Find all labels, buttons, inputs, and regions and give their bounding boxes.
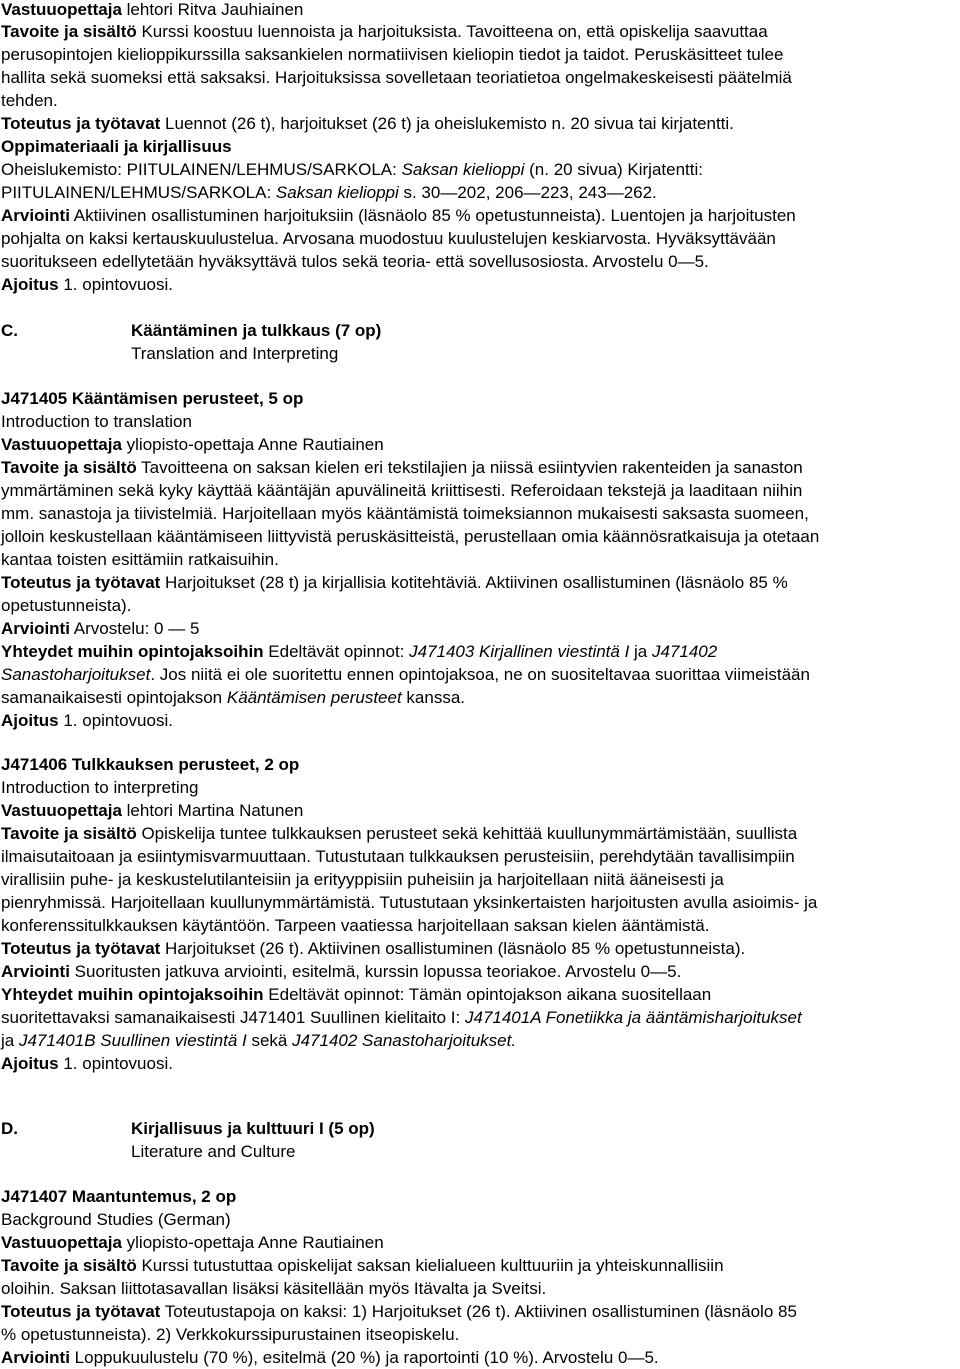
arviointi-line xyxy=(1,961,956,983)
arviointi-line: suoritukseen edellytetään hyväksyttävä tulos sekä teoria- että sovellusosiosta. Arvostelu 0—5. xyxy=(1,252,709,271)
vastuuopettaja-line xyxy=(1,0,956,21)
field-text: Kurssi tutustuttaa opiskelijat saksan kielialueen kulttuuriin ja yhteiskunnallisiin xyxy=(136,1256,724,1275)
text-span: kanssa. xyxy=(401,688,466,707)
field-text: Luennot (26 t), harjoitukset (26 t) ja oheislukemisto n. 20 sivua tai kirjatentti. xyxy=(160,114,734,133)
arviointi-line xyxy=(1,1347,956,1369)
field-label: Toteutus ja työtavat xyxy=(1,573,161,592)
toteutus-line xyxy=(1,113,956,135)
tavoite-line: hallita sekä suomeksi että saksaksi. Harjoituksissa sovelletaan teoriatietoa ongelmakeskeisesti päätelmiä xyxy=(1,68,792,87)
field-label: Arviointi xyxy=(1,206,70,225)
field-text: Loppukuulustelu (70 %), esitelmä (20 %) ja raportointi (10 %). Arvostelu 0—5. xyxy=(69,1348,659,1367)
toteutus-line xyxy=(1,572,956,594)
course-ref: J471401A Fonetiikka ja ääntämisharjoitukset xyxy=(464,1008,802,1027)
field-label: Vastuuopettaja xyxy=(1,1233,122,1252)
field-label: Arviointi xyxy=(1,619,70,638)
text-span: . Jos niitä ei ole suoritettu ennen opintojaksoa, ne on suositeltavaa suorittaa viimeistään xyxy=(150,665,810,684)
field-text: 1. opintovuosi. xyxy=(58,275,173,294)
tavoite-line: kantaa toisten esittämiin ratkaisuihin. xyxy=(1,550,279,569)
field-label: Tavoite ja sisältö xyxy=(1,824,137,843)
field-label: Toteutus ja työtavat xyxy=(1,114,161,133)
vastuuopettaja-line xyxy=(1,800,956,822)
yhteydet-line xyxy=(1,984,956,1006)
course-ref: J471402 Sanastoharjoitukset. xyxy=(292,1031,517,1050)
course-english-title: Background Studies (German) xyxy=(1,1210,231,1229)
field-text: Aktiivinen osallistuminen harjoituksiin (läsnäolo 85 % opetustunneista). Luentojen ja harjoitusten xyxy=(69,206,796,225)
yhteydet-line xyxy=(1,1007,956,1029)
course-english-title: Introduction to translation xyxy=(1,412,192,431)
oppimateriaali-line xyxy=(1,159,956,181)
yhteydet-line xyxy=(1,664,956,686)
text-span: samanaikaisesti opintojakson xyxy=(1,688,227,707)
field-label: Ajoitus xyxy=(1,711,59,730)
toteutus-line: opetustunneista). xyxy=(1,596,132,615)
text-span: Edeltävät opinnot: xyxy=(263,642,410,661)
course-heading: J471405 Kääntämisen perusteet, 5 op xyxy=(1,389,304,408)
text-span: Edeltävät opinnot: Tämän opintojakson aikana suositellaan xyxy=(263,985,712,1004)
section-subtitle: Translation and Interpreting xyxy=(131,344,339,363)
oppimateriaali-heading: Oppimateriaali ja kirjallisuus xyxy=(1,137,232,156)
field-label: Tavoite ja sisältö xyxy=(1,22,137,41)
course-heading: J471407 Maantuntemus, 2 op xyxy=(1,1187,237,1206)
field-text: Suoritusten jatkuva arviointi, esitelmä, kurssin lopussa teoriakoe. Arvostelu 0—5. xyxy=(69,962,682,981)
field-label: Arviointi xyxy=(1,1348,70,1367)
field-label: Ajoitus xyxy=(1,275,59,294)
field-text: Tavoitteena on saksan kielen eri tekstilajien ja niissä esiintyvien rakenteiden ja sanaston xyxy=(136,458,803,477)
course-english-title: Introduction to interpreting xyxy=(1,778,199,797)
yhteydet-line xyxy=(1,641,956,663)
course-ref: J471401B Suullinen viestintä I xyxy=(18,1031,247,1050)
book-title: Saksan kielioppi xyxy=(275,183,399,202)
field-text: yliopisto-opettaja Anne Rautiainen xyxy=(121,1233,384,1252)
field-label: Vastuuopettaja xyxy=(1,435,122,454)
tavoite-line: oloihin. Saksan liittotasavallan lisäksi käsitellään myös Itävalta ja Sveitsi. xyxy=(1,1279,547,1298)
toteutus-line xyxy=(1,938,956,960)
field-text: Harjoitukset (28 t) ja kirjallisia kotitehtäviä. Aktiivinen osallistuminen (läsnäolo 85 % xyxy=(160,573,788,592)
text-span: ja xyxy=(1,1031,19,1050)
field-text: lehtori Martina Natunen xyxy=(121,801,304,820)
field-label: Tavoite ja sisältö xyxy=(1,458,137,477)
toteutus-line xyxy=(1,1301,956,1323)
vastuuopettaja-line xyxy=(1,434,956,456)
arviointi-line xyxy=(1,205,956,227)
field-label: Vastuuopettaja xyxy=(1,801,122,820)
text-span: (n. 20 sivua) Kirjatentti: xyxy=(524,160,703,179)
tavoite-line: mm. sanastoja ja tiivistelmiä. Harjoitellaan myös kääntämistä toimeksiannon mukaisesti saksasta suomeen, xyxy=(1,504,809,523)
tavoite-line: perusopintojen kielioppikurssilla saksankielen normatiivisen kieliopin tiedot ja taidot. Peruskäsitteet tulee xyxy=(1,45,784,64)
section-title: Kirjallisuus ja kulttuuri I (5 op) xyxy=(131,1119,375,1138)
field-text: Harjoitukset (26 t). Aktiivinen osallistuminen (läsnäolo 85 % opetustunneista). xyxy=(160,939,746,958)
tavoite-line: ilmaisutaitoaan ja esiintymisvarmuuttaan. Tutustutaan tulkkauksen perusteisiin, perehdytään tavallisimpiin xyxy=(1,847,795,866)
yhteydet-line xyxy=(1,1030,956,1052)
field-label: Yhteydet muihin opintojaksoihin xyxy=(1,642,264,661)
toteutus-line: % opetustunneista). 2) Verkkokurssipurustainen itseopiskelu. xyxy=(1,1325,460,1344)
ajoitus-line xyxy=(1,274,956,296)
text-span: sekä xyxy=(246,1031,293,1050)
tavoite-line: ymmärtäminen sekä kyky käyttää kääntäjän apuvälineitä kriittisesti. Referoidaan tekstejä ja laaditaan niihin xyxy=(1,481,803,500)
field-text: Toteutustapoja on kaksi: 1) Harjoitukset (26 t). Aktiivinen osallistuminen (läsnäolo 85 xyxy=(160,1302,797,1321)
ajoitus-line xyxy=(1,710,956,732)
section-letter: D. xyxy=(1,1119,18,1138)
text-span: s. 30—202, 206—223, 243—262. xyxy=(398,183,657,202)
field-label: Yhteydet muihin opintojaksoihin xyxy=(1,985,264,1004)
field-text: lehtori Ritva Jauhiainen xyxy=(121,0,304,19)
text-span: suoritettavaksi samanaikaisesti J471401 Suullinen kielitaito I: xyxy=(1,1008,465,1027)
field-text: 1. opintovuosi. xyxy=(58,711,173,730)
field-label: Toteutus ja työtavat xyxy=(1,939,161,958)
arviointi-line: pohjalta on kaksi kertauskuulustelua. Arvosana muodostuu kuulustelujen keskiarvosta. Hyväksyttävään xyxy=(1,229,776,248)
text-span: PIITULAINEN/LEHMUS/SARKOLA: xyxy=(1,183,276,202)
tavoite-line xyxy=(1,823,956,845)
section-letter: C. xyxy=(1,321,18,340)
section-subtitle: Literature and Culture xyxy=(131,1142,296,1161)
tavoite-line xyxy=(1,457,956,479)
tavoite-line: virallisiin puhe- ja keskustelutilanteisiin ja erityyppisiin puheisiin ja harjoitellaan niitä ääneisesti ja xyxy=(1,870,724,889)
field-text: Kurssi koostuu luennoista ja harjoituksista. Tavoitteena on, että opiskelija saavuttaa xyxy=(136,22,768,41)
tavoite-line: pienryhmissä. Harjoitellaan kuullunymmärtämistä. Tutustutaan yksinkertaisten harjoitusten avulla asioimis- ja xyxy=(1,893,818,912)
field-label: Ajoitus xyxy=(1,1054,59,1073)
course-ref: Sanastoharjoitukset xyxy=(1,665,151,684)
text-span: ja xyxy=(629,642,652,661)
course-ref: J471403 Kirjallinen viestintä I xyxy=(409,642,630,661)
field-text: Arvostelu: 0 — 5 xyxy=(69,619,200,638)
course-heading: J471406 Tulkkauksen perusteet, 2 op xyxy=(1,755,300,774)
field-label: Vastuuopettaja xyxy=(1,0,122,19)
field-label: Toteutus ja työtavat xyxy=(1,1302,161,1321)
arviointi-line xyxy=(1,618,956,640)
field-text: 1. opintovuosi. xyxy=(58,1054,173,1073)
course-ref: J471402 xyxy=(651,642,718,661)
tavoite-line: konferenssitulkkauksen käytäntöön. Tarpeen vaatiessa harjoitellaan saksan kielen ääntämistä. xyxy=(1,916,710,935)
tavoite-line: tehden. xyxy=(1,91,58,110)
oppimateriaali-line xyxy=(1,182,956,204)
tavoite-line: jolloin keskustellaan kääntämiseen liittyvistä peruskäsitteistä, perustellaan omia käännösratkaisuja ja otetaan xyxy=(1,527,820,546)
book-title: Saksan kielioppi xyxy=(401,160,525,179)
yhteydet-line xyxy=(1,687,956,709)
tavoite-line xyxy=(1,21,956,43)
field-label: Arviointi xyxy=(1,962,70,981)
vastuuopettaja-line xyxy=(1,1232,956,1254)
text-span: Oheislukemisto: PIITULAINEN/LEHMUS/SARKOLA: xyxy=(1,160,402,179)
section-title: Kääntäminen ja tulkkaus (7 op) xyxy=(131,321,382,340)
tavoite-line xyxy=(1,1255,956,1277)
course-ref: Kääntämisen perusteet xyxy=(226,688,402,707)
field-text: yliopisto-opettaja Anne Rautiainen xyxy=(121,435,384,454)
ajoitus-line xyxy=(1,1053,956,1075)
field-label: Tavoite ja sisältö xyxy=(1,1256,137,1275)
field-text: Opiskelija tuntee tulkkauksen perusteet sekä kehittää kuullunymmärtämistään, suullista xyxy=(136,824,798,843)
